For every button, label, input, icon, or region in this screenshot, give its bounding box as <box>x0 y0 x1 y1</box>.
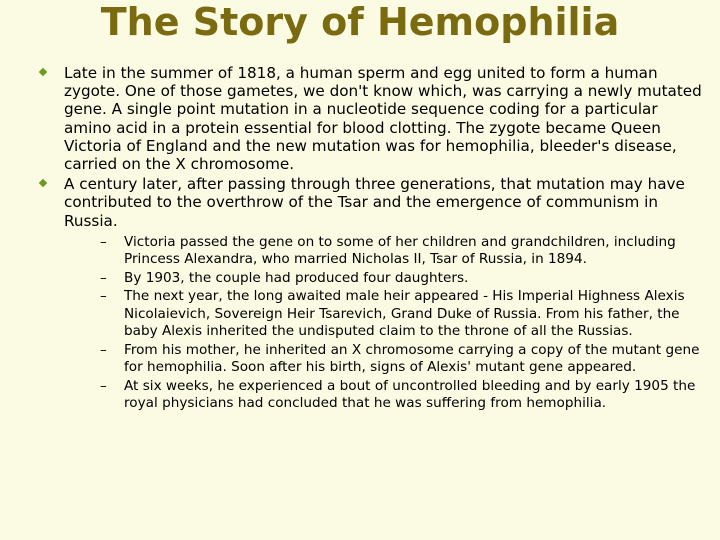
dash-bullet-icon: – <box>100 269 107 286</box>
sub-bullet-text: At six weeks, he experienced a bout of uncontrolled bleeding and by early 1905 the royal physicians had concluded that he was suffering from hemophilia. <box>124 377 696 412</box>
list-item <box>36 64 702 173</box>
bullet-text: Late in the summer of 1818, a human sperm and egg united to form a human zygote. One of those gametes, we don't know which, was carrying a newly mutated gene. A single point mutation in a nucleotide sequence coding for a particular amino acid in a protein essential for blood clotting. The zygote became Queen Victoria of England and the new mutation was for hemophilia, bleeder's disease, carried on the X chromosome. <box>64 64 702 174</box>
sub-bullet-text: The next year, the long awaited male heir appeared - His Imperial Highness Alexis Nicolaievich, Sovereign Heir Tsarevich, Grand Duke of Russia. From his father, the baby Alexis inherited the undisputed claim to the throne of all the Russias. <box>124 288 685 340</box>
list-item <box>36 175 702 413</box>
bullet-list <box>36 64 702 413</box>
sub-bullet-text: By 1903, the couple had produced four daughters. <box>124 269 469 286</box>
sub-bullet-text: From his mother, he inherited an X chromosome carrying a copy of the mutant gene for hemophilia. Soon after his birth, signs of Alexis' mutant gene appeared. <box>124 341 700 376</box>
list-item <box>64 270 702 288</box>
slide-title: The Story of Hemophilia <box>100 0 620 44</box>
sub-bullet-list <box>64 234 702 413</box>
list-item <box>64 288 702 341</box>
slide-body <box>36 64 702 415</box>
diamond-bullet-icon <box>39 68 47 76</box>
diamond-bullet-icon <box>39 179 47 187</box>
dash-bullet-icon: – <box>100 341 107 358</box>
list-item <box>64 342 702 377</box>
sub-bullet-text: Victoria passed the gene on to some of her children and grandchildren, including Princess Alexandra, who married Nicholas II, Tsar of Russia, in 1894. <box>124 233 676 268</box>
dash-bullet-icon: – <box>100 288 107 305</box>
dash-bullet-icon: – <box>100 233 107 250</box>
list-item <box>64 234 702 269</box>
bullet-text: A century later, after passing through three generations, that mutation may have contributed to the overthrow of the Tsar and the emergence of communism in Russia. <box>64 175 685 230</box>
list-item <box>64 378 702 413</box>
dash-bullet-icon: – <box>100 377 107 394</box>
